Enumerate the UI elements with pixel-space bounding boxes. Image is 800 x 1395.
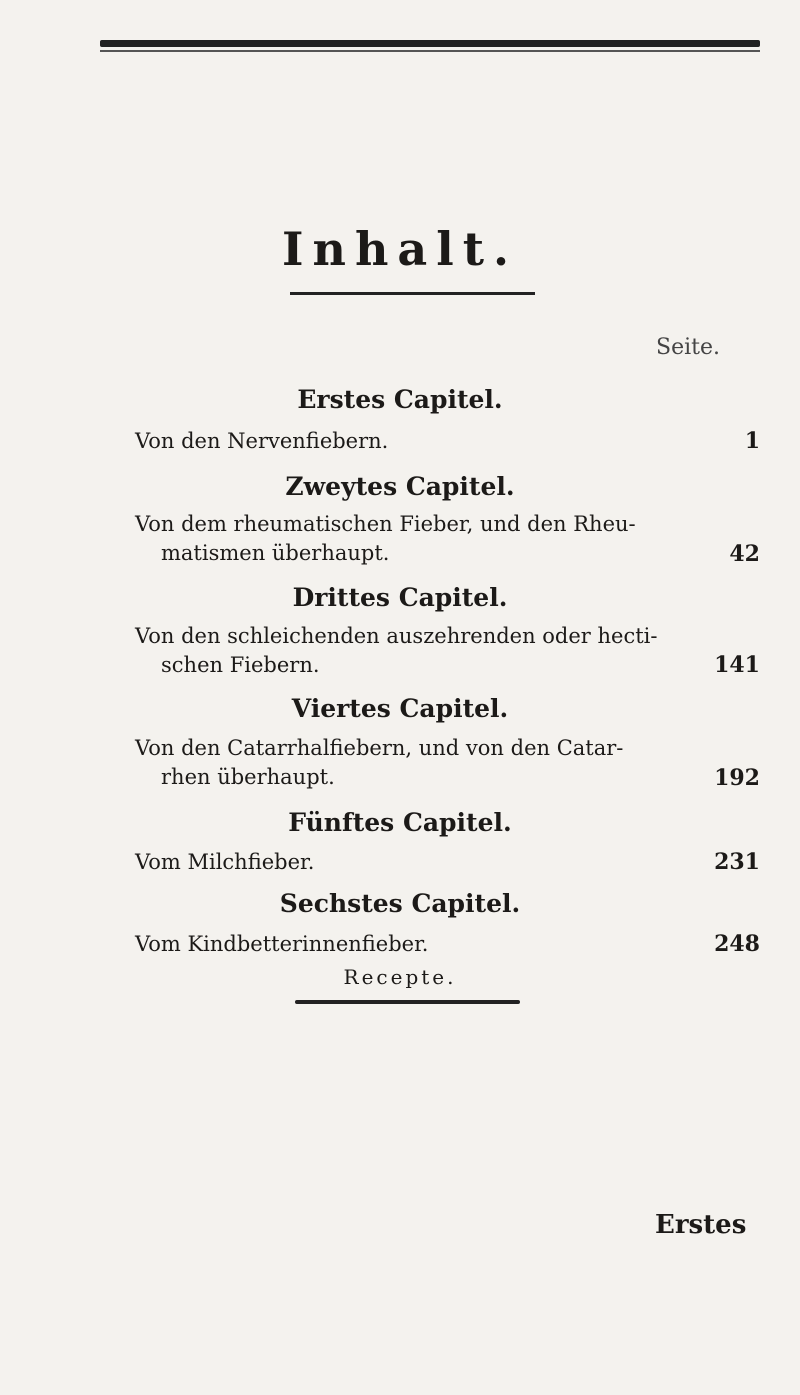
top-rule-thin <box>100 50 760 52</box>
catchword: Erstes <box>655 1210 747 1240</box>
page-number: 192 <box>714 765 760 791</box>
chapter-entry <box>135 622 675 680</box>
chapter-heading: Drittes Capitel. <box>292 583 508 612</box>
entry-line: schen Fiebern. <box>161 653 320 677</box>
chapter-heading: Fünftes Capitel. <box>288 808 512 837</box>
page-number: 248 <box>714 931 760 957</box>
recepte-entry: Recepte. <box>343 965 457 989</box>
entry-line: Von den Nervenfiebern. <box>135 429 389 453</box>
entry-line: Vom Milchfieber. <box>135 850 315 874</box>
entry-line: Von den Catarrhalfiebern, und von den Catar- <box>135 736 624 760</box>
entry-line: matismen überhaupt. <box>161 541 390 565</box>
entry-line: rhen überhaupt. <box>161 765 335 789</box>
chapter-heading: Viertes Capitel. <box>291 694 509 723</box>
chapter-entry <box>135 848 675 877</box>
entry-line: Von den schleichenden auszehrenden oder hecti- <box>135 624 658 648</box>
chapter-heading: Zweytes Capitel. <box>285 472 515 501</box>
entry-line: Vom Kindbetterinnenfieber. <box>135 932 429 956</box>
title-rule <box>290 292 535 295</box>
bottom-rule <box>295 1000 520 1004</box>
entry-line: Von dem rheumatischen Fieber, und den Rheu- <box>135 512 636 536</box>
page-number: 42 <box>729 541 760 567</box>
chapter-heading: Erstes Capitel. <box>297 385 503 414</box>
page-number: 141 <box>714 652 760 678</box>
chapter-entry <box>135 734 675 792</box>
top-rule <box>100 40 760 47</box>
chapter-entry <box>135 427 675 456</box>
page-column-label: Seite. <box>656 335 720 360</box>
page-title: Inhalt. <box>282 222 518 276</box>
chapter-heading: Sechstes Capitel. <box>279 889 521 918</box>
page-number: 1 <box>744 428 760 454</box>
chapter-entry <box>135 510 675 568</box>
chapter-entry <box>135 930 675 959</box>
page-number: 231 <box>714 849 760 875</box>
